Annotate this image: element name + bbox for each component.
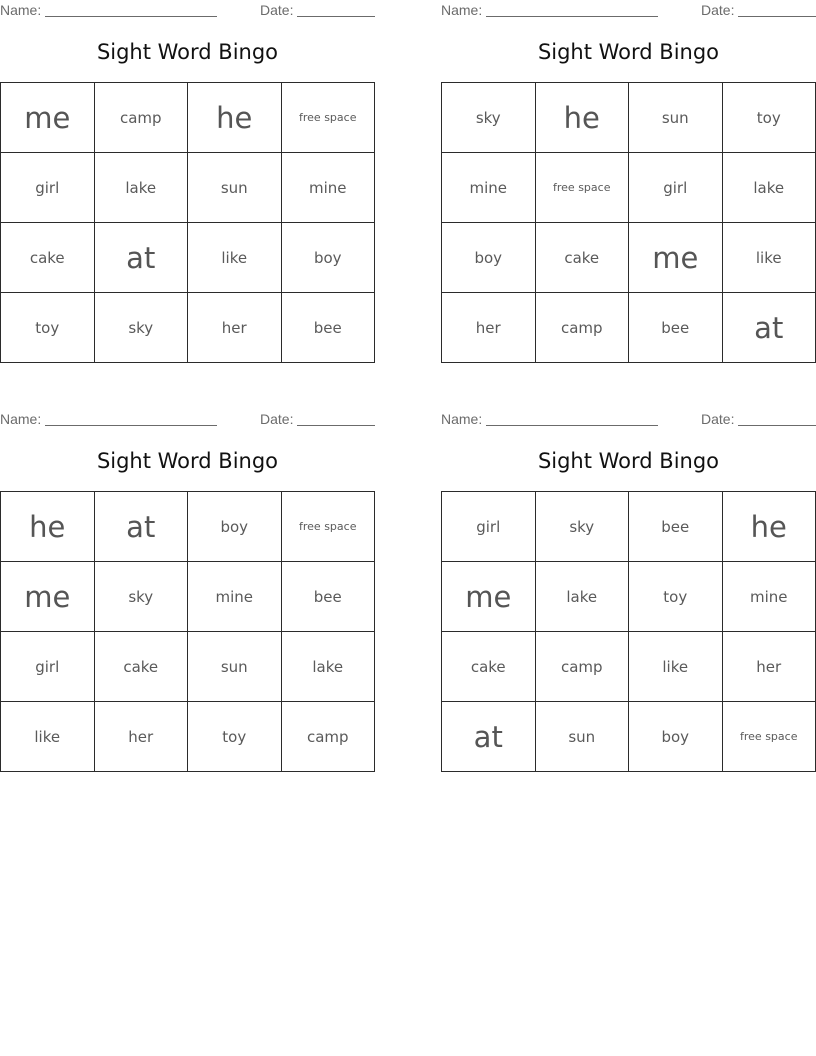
bingo-cell: at [94,492,188,562]
bingo-cell: like [188,223,282,293]
date-blank-line [297,16,375,17]
bingo-card-2 [441,0,816,365]
bingo-cell: cake [442,632,536,702]
bingo-card-1 [0,0,375,365]
date-label: Date: [701,2,735,18]
date-label: Date: [701,411,735,427]
grid-row [1,223,375,293]
date-blank-line [297,425,375,426]
name-label: Name: [441,411,483,427]
grid-row [442,632,816,702]
grid-row [1,153,375,223]
name-label: Name: [441,2,483,18]
bingo-card-4 [441,409,816,774]
date-blank-line [738,16,816,17]
bingo-cell: toy [1,293,95,363]
bingo-cell: her [442,293,536,363]
name-date-row [441,2,816,20]
bingo-grid [0,491,375,772]
name-date-row [0,2,375,20]
bingo-cell: her [94,702,188,772]
free-space-cell: free space [281,83,375,153]
bingo-cell: cake [94,632,188,702]
bingo-cell: toy [629,562,723,632]
bingo-cell: cake [535,223,629,293]
bingo-cell: mine [188,562,282,632]
bingo-cell: at [94,223,188,293]
name-label: Name: [0,411,42,427]
bingo-cell: bee [629,293,723,363]
bingo-cell: lake [535,562,629,632]
date-label: Date: [260,411,294,427]
bingo-cell: he [722,492,816,562]
bingo-cell: bee [629,492,723,562]
card-title: Sight Word Bingo [537,40,720,64]
bingo-cell: mine [722,562,816,632]
name-blank-line [486,16,658,17]
name-blank-line [486,425,658,426]
bingo-cell: me [1,83,95,153]
bingo-cell: me [442,562,536,632]
free-space-cell: free space [722,702,816,772]
bingo-cell: camp [535,632,629,702]
bingo-cell: mine [281,153,375,223]
grid-row [1,83,375,153]
grid-row [442,293,816,363]
bingo-grid [441,82,816,363]
bingo-cell: camp [281,702,375,772]
bingo-cell: sky [442,83,536,153]
bingo-cell: girl [1,153,95,223]
bingo-cell: boy [629,702,723,772]
bingo-cell: me [1,562,95,632]
bingo-cell: camp [94,83,188,153]
bingo-cell: sky [94,293,188,363]
grid-row [1,293,375,363]
bingo-cell: sun [535,702,629,772]
bingo-cell: sun [629,83,723,153]
bingo-cell: sun [188,632,282,702]
grid-row [1,632,375,702]
bingo-cell: lake [281,632,375,702]
bingo-cell: her [188,293,282,363]
bingo-grid [0,82,375,363]
bingo-cell: mine [442,153,536,223]
bingo-card-3 [0,409,375,774]
bingo-cell: me [629,223,723,293]
bingo-cell: girl [442,492,536,562]
bingo-cell: like [629,632,723,702]
grid-row [442,83,816,153]
bingo-cell: sky [535,492,629,562]
bingo-cell: lake [722,153,816,223]
bingo-cell: toy [722,83,816,153]
bingo-cell: toy [188,702,282,772]
grid-row [442,153,816,223]
grid-row [442,492,816,562]
bingo-cell: boy [281,223,375,293]
card-title: Sight Word Bingo [537,449,720,473]
bingo-cell: cake [1,223,95,293]
bingo-cell: at [722,293,816,363]
bingo-cell: sky [94,562,188,632]
grid-row [1,562,375,632]
bingo-cell: her [722,632,816,702]
date-label: Date: [260,2,294,18]
bingo-cell: bee [281,293,375,363]
bingo-cell: boy [188,492,282,562]
bingo-cell: lake [94,153,188,223]
name-date-row [0,411,375,429]
grid-row [1,702,375,772]
bingo-cell: he [1,492,95,562]
grid-row [442,702,816,772]
bingo-cell: sun [188,153,282,223]
bingo-cell: girl [1,632,95,702]
bingo-cell: like [722,223,816,293]
free-space-cell: free space [535,153,629,223]
bingo-cell: at [442,702,536,772]
card-title: Sight Word Bingo [96,40,279,64]
bingo-cell: he [188,83,282,153]
name-date-row [441,411,816,429]
name-blank-line [45,425,217,426]
bingo-cell: camp [535,293,629,363]
bingo-cell: girl [629,153,723,223]
grid-row [442,562,816,632]
bingo-grid [441,491,816,772]
bingo-cell: like [1,702,95,772]
name-label: Name: [0,2,42,18]
card-title: Sight Word Bingo [96,449,279,473]
name-blank-line [45,16,217,17]
date-blank-line [738,425,816,426]
bingo-cell: he [535,83,629,153]
grid-row [1,492,375,562]
bingo-cell: boy [442,223,536,293]
free-space-cell: free space [281,492,375,562]
bingo-cell: bee [281,562,375,632]
grid-row [442,223,816,293]
